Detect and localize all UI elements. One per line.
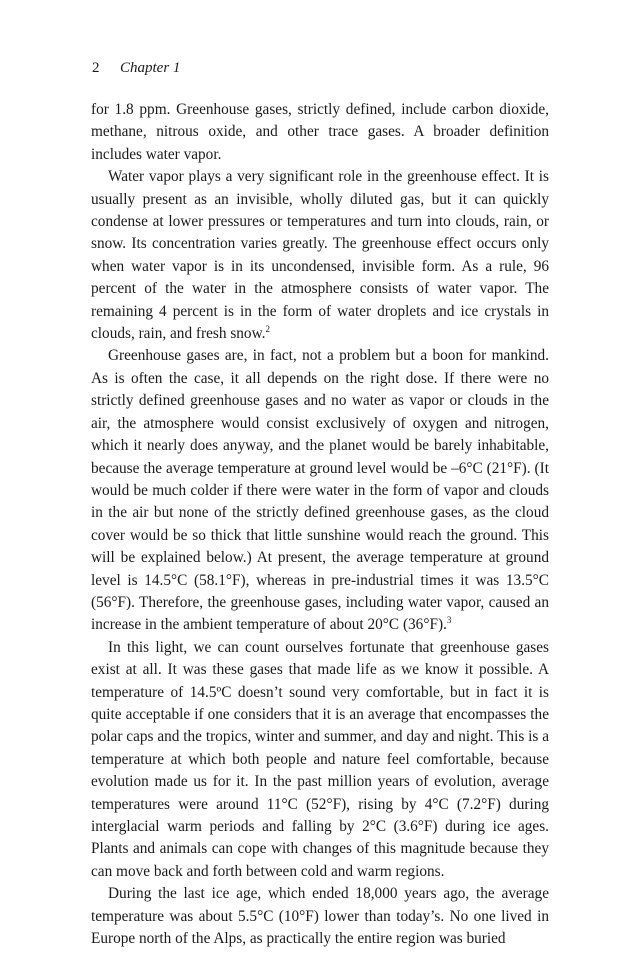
page-number: 2 — [92, 60, 100, 76]
paragraph-text: Water vapor plays a very significant role in the greenhouse effect. It is usually present as an invisible, wholly diluted gas, but it can quickly condense at lower pressures or temperatures and turn into clouds, rain, or snow. Its concentration varies greatly. The greenhouse effect occurs only when water vapor is in its uncondensed, invisible form. As a rule, 96 percent of the water in the atmosphere consists of water vapor. The remaining 4 percent is in the form of water droplets and ice crystals in clouds, rain, and fresh snow. — [91, 168, 549, 343]
paragraph-text: In this light, we can count ourselves fortunate that greenhouse gases exist at all. It was these gases that made life as we know it possible. A temperature of 14.5ºC doesn’t sound very comfortable, but in fact it is quite acceptable if one considers that it is an average that encompasses the polar caps and the tropics, winter and summer, and day and night. This is a temperature at which both people and nature feel comfortable, because evolution made us for it. In the past million years of evolution, average temperatures were around 11°C (52°F), rising by 4°C (7.2°F) during interglacial warm periods and falling by 2°C (3.6°F) during ice ages. Plants and animals can cope with changes of this magnitude because they can move back and forth between cold and warm regions. — [91, 638, 549, 880]
paragraph — [91, 637, 549, 883]
footnote-marker: 2 — [265, 324, 270, 335]
running-head — [92, 58, 180, 78]
paragraph — [91, 345, 549, 636]
paragraph — [91, 166, 549, 345]
body-text — [91, 99, 549, 950]
paragraph-text: Greenhouse gases are, in fact, not a problem but a boon for mankind. As is often the case, it all depends on the right dose. If there were no strictly defined greenhouse gases and no water as vapor or clouds in the air, the atmosphere would consist exclusively of oxygen and nitrogen, which it nearly does anyway, and the planet would be barely inhabitable, because the average temperature at ground level would be –6°C (21°F). (It would be much colder if there were water in the form of vapor and clouds in the air but none of the strictly defined greenhouse gases, as the cloud cover would be so thick that little sunshine would reach the ground. This will be explained below.) At present, the average temperature at ground level is 14.5°C (58.1°F), whereas in pre-industrial times it was 13.5°C (56°F). Therefore, the greenhouse gases, including water vapor, caused an increase in the ambient temperature of about 20°C (36°F). — [91, 347, 549, 634]
footnote-marker: 3 — [446, 615, 452, 626]
chapter-title: Chapter 1 — [120, 60, 181, 76]
paragraph-text: for 1.8 ppm. Greenhouse gases, strictly defined, include carbon dioxide, methane, nitrous oxide, and other trace gases. A broader definition includes water vapor. — [91, 101, 549, 163]
paragraph — [91, 99, 549, 166]
paragraph — [91, 883, 549, 950]
paragraph-text: During the last ice age, which ended 18,000 years ago, the average temperature was about 5.5°C (10°F) lower than today’s. No one lived in Europe north of the Alps, as practically the entire region was buried — [91, 885, 549, 948]
